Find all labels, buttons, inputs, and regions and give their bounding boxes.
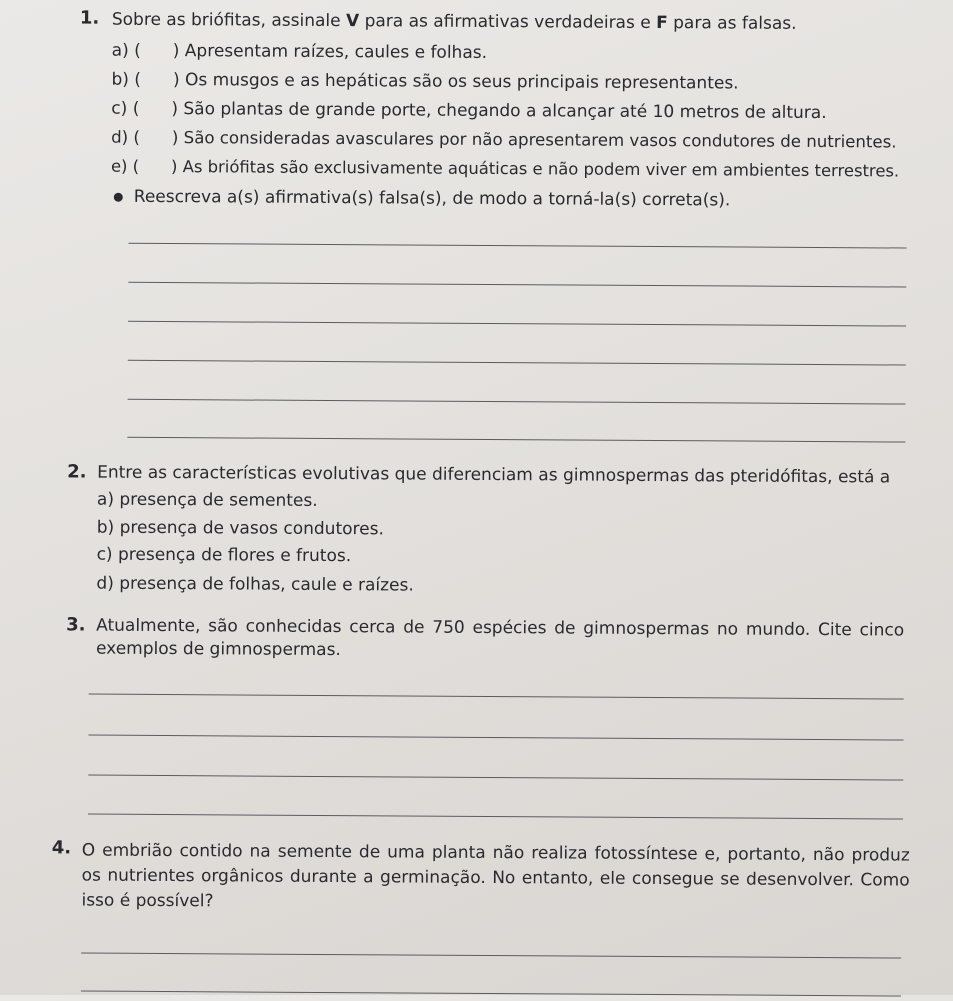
q2-option-b[interactable]: b) presença de vasos condutores. <box>96 517 384 540</box>
q2-option-a[interactable]: a) presença de sementes. <box>96 489 318 511</box>
q1-option-a[interactable]: a) ( ) Apresentam raízes, caules e folhas. <box>111 40 488 63</box>
bullet-icon <box>114 193 123 202</box>
answer-line[interactable] <box>89 735 904 741</box>
answer-line[interactable] <box>128 282 906 288</box>
q2-statement: Entre as características evolutivas que diferenciam as gimnospermas das pteridófitas, está a <box>97 462 891 488</box>
answer-line[interactable] <box>128 399 906 405</box>
q3-number: 3. <box>66 614 86 636</box>
answer-line[interactable] <box>129 243 907 249</box>
q4-number: 4. <box>51 837 72 859</box>
q1-statement: Sobre as briófitas, assinale V para as afirmativas verdadeiras e F para as falsas. <box>111 9 797 34</box>
q1-option-b[interactable]: b) ( ) Os musgos e as hepáticas são os seus principais representantes. <box>111 69 739 94</box>
q3-statement: Atualmente, são conhecidas cerca de 750 espécies de gimnospermas no mundo. Cite cinco exemplos de gimnospermas. <box>95 615 905 661</box>
answer-line[interactable] <box>88 775 903 781</box>
q1-option-c[interactable]: c) ( ) São plantas de grande porte, chegando a alcançar até 10 metros de altura. <box>111 98 827 124</box>
q4-statement: O embrião contido na semente de uma planta não realiza fotossíntese e, portanto, não produz os nutrientes orgânicos durante a germinação. No entanto, ele consegue se desenvolver. Como isso é possível? <box>81 840 910 912</box>
answer-line[interactable] <box>89 694 904 700</box>
answer-line[interactable] <box>128 360 906 366</box>
answer-line[interactable] <box>88 814 903 820</box>
q1-option-d[interactable]: d) ( ) São consideradas avasculares por não apresentarem vasos condutores de nutrientes. <box>111 127 897 152</box>
q1-rewrite-instruction: Reescreva a(s) afirmativa(s) falsa(s), de modo a torná-la(s) correta(s). <box>133 186 731 211</box>
q1-number: 1. <box>79 7 100 29</box>
q2-number: 2. <box>67 461 87 483</box>
answer-line[interactable] <box>128 321 906 327</box>
q1-option-e[interactable]: e) ( ) As briófitas são exclusivamente aquáticas e não podem viver em ambientes terrestres. <box>110 156 900 181</box>
q2-option-c[interactable]: c) presença de flores e frutos. <box>96 544 352 567</box>
answer-line[interactable] <box>81 953 901 959</box>
answer-line[interactable] <box>127 437 905 443</box>
answer-line[interactable] <box>81 991 901 997</box>
q2-option-d[interactable]: d) presença de folhas, caule e raízes. <box>96 573 414 596</box>
